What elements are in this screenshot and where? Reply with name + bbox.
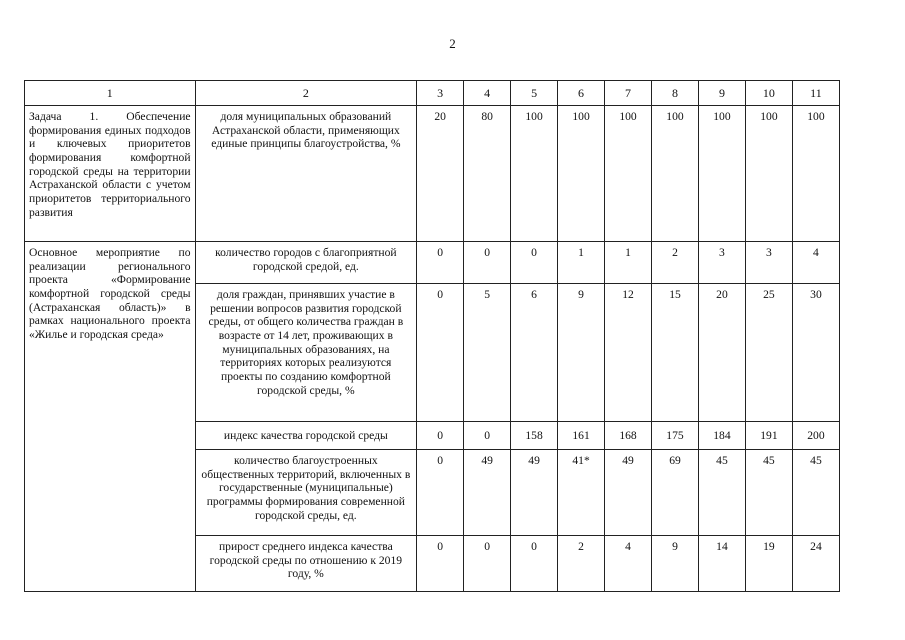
value-cell: 0 <box>511 242 558 284</box>
page-number: 2 <box>449 36 456 51</box>
value-cell: 4 <box>792 242 839 284</box>
value-cell: 100 <box>745 106 792 242</box>
value-cell: 45 <box>792 450 839 536</box>
column-header: 9 <box>698 81 745 106</box>
value-cell: 168 <box>605 422 652 450</box>
value-cell: 15 <box>652 284 699 422</box>
value-cell: 49 <box>605 450 652 536</box>
measure-title: Основное мероприятие по реализации регионального проекта «Формирование комфортной городской среды (Астраханская область)» в рамках национального проекта «Жилье и городская среда» <box>25 242 196 592</box>
value-cell: 20 <box>417 106 464 242</box>
value-cell: 30 <box>792 284 839 422</box>
value-cell: 80 <box>464 106 511 242</box>
value-cell: 184 <box>698 422 745 450</box>
value-cell: 49 <box>464 450 511 536</box>
value-cell: 9 <box>652 536 699 592</box>
value-cell: 14 <box>698 536 745 592</box>
column-header: 7 <box>605 81 652 106</box>
value-cell: 3 <box>745 242 792 284</box>
indicator-name: прирост среднего индекса качества городской среды по отношению к 2019 году, % <box>195 536 417 592</box>
value-cell: 175 <box>652 422 699 450</box>
table-row <box>25 242 840 284</box>
value-cell: 49 <box>511 450 558 536</box>
value-cell: 0 <box>511 536 558 592</box>
value-cell: 191 <box>745 422 792 450</box>
table-row <box>25 106 840 242</box>
value-cell: 100 <box>792 106 839 242</box>
value-cell: 0 <box>464 242 511 284</box>
indicator-name: доля муниципальных образований Астраханской области, применяющих единые принципы благоустройства, % <box>195 106 417 242</box>
value-cell: 161 <box>558 422 605 450</box>
value-cell: 4 <box>605 536 652 592</box>
column-header: 11 <box>792 81 839 106</box>
value-cell: 1 <box>605 242 652 284</box>
value-cell: 0 <box>417 284 464 422</box>
value-cell: 0 <box>417 422 464 450</box>
column-header: 4 <box>464 81 511 106</box>
value-cell: 2 <box>558 536 605 592</box>
column-header: 10 <box>745 81 792 106</box>
value-cell: 0 <box>464 422 511 450</box>
value-cell: 25 <box>745 284 792 422</box>
value-cell: 45 <box>745 450 792 536</box>
value-cell: 2 <box>652 242 699 284</box>
value-cell: 41* <box>558 450 605 536</box>
value-cell: 100 <box>511 106 558 242</box>
value-cell: 19 <box>745 536 792 592</box>
indicator-name: индекс качества городской среды <box>195 422 417 450</box>
value-cell: 6 <box>511 284 558 422</box>
value-cell: 200 <box>792 422 839 450</box>
column-header: 5 <box>511 81 558 106</box>
task-title: Задача 1. Обеспечение формирования единых подходов и ключевых приоритетов формирования комфортной городской среды на территории Астраханской области с учетом приоритетов территориального развития <box>25 106 196 242</box>
column-header: 8 <box>652 81 699 106</box>
column-header: 3 <box>417 81 464 106</box>
indicator-name: доля граждан, принявших участие в решении вопросов развития городской среды, от общего количества граждан в возрасте от 14 лет, проживающих в муниципальных образованиях, на территориях которых реализуются проекты по созданию комфортной городской среды, % <box>195 284 417 422</box>
value-cell: 100 <box>698 106 745 242</box>
value-cell: 12 <box>605 284 652 422</box>
value-cell: 158 <box>511 422 558 450</box>
value-cell: 0 <box>417 450 464 536</box>
indicator-name: количество благоустроенных общественных территорий, включенных в государственные (муниципальные) программы формирования современной городской среды, ед. <box>195 450 417 536</box>
value-cell: 20 <box>698 284 745 422</box>
header-row <box>25 81 840 106</box>
value-cell: 3 <box>698 242 745 284</box>
value-cell: 100 <box>652 106 699 242</box>
indicators-table <box>24 80 840 592</box>
value-cell: 24 <box>792 536 839 592</box>
value-cell: 5 <box>464 284 511 422</box>
value-cell: 45 <box>698 450 745 536</box>
value-cell: 0 <box>417 242 464 284</box>
value-cell: 1 <box>558 242 605 284</box>
column-header: 1 <box>25 81 196 106</box>
value-cell: 0 <box>417 536 464 592</box>
value-cell: 9 <box>558 284 605 422</box>
value-cell: 100 <box>605 106 652 242</box>
value-cell: 69 <box>652 450 699 536</box>
indicator-name: количество городов с благоприятной городской средой, ед. <box>195 242 417 284</box>
column-header: 6 <box>558 81 605 106</box>
column-header: 2 <box>195 81 417 106</box>
value-cell: 0 <box>464 536 511 592</box>
value-cell: 100 <box>558 106 605 242</box>
